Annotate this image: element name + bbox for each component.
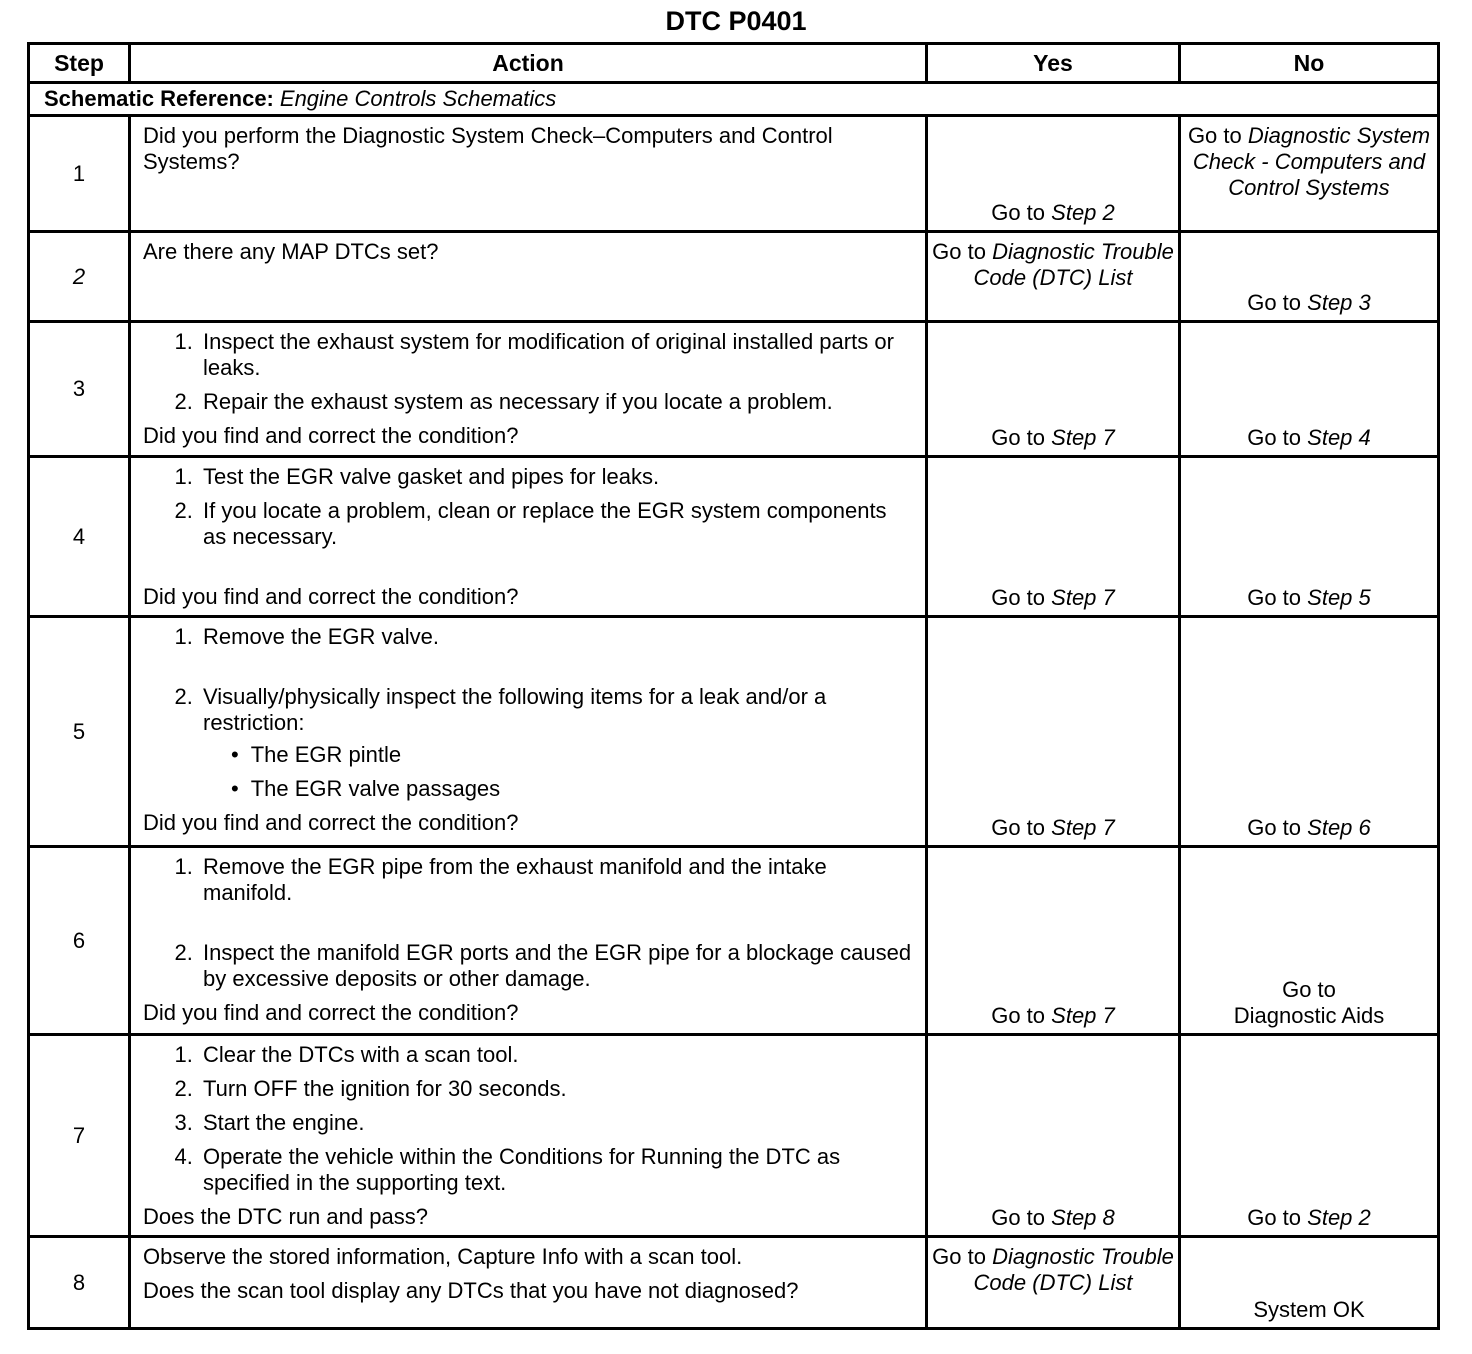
action-cell	[130, 847, 927, 1035]
yes-cell	[927, 322, 1180, 457]
yes-cell	[927, 1237, 1180, 1329]
yes-link[interactable]: Step 8	[1051, 1205, 1115, 1230]
page-title: DTC P0401	[665, 6, 807, 36]
col-header-action: Action	[130, 44, 927, 83]
yes-cell	[927, 232, 1180, 322]
action-cell	[130, 232, 927, 322]
yes-link[interactable]: Step 7	[1051, 585, 1115, 610]
question-text: Did you find and correct the condition?	[143, 423, 519, 448]
yes-prefix: Go to	[932, 239, 986, 264]
no-prefix: Go to	[1247, 815, 1302, 840]
action-cell	[130, 322, 927, 457]
table-row	[29, 116, 1439, 232]
no-cell	[1180, 116, 1439, 232]
yes-link[interactable]: Step 7	[1051, 1003, 1115, 1028]
action-list	[143, 1042, 915, 1196]
step-number: 7	[29, 1035, 130, 1237]
action-cell	[130, 1237, 927, 1329]
question-text: Did you perform the Diagnostic System Check–Computers and Control Systems?	[143, 123, 833, 174]
yes-prefix: Go to	[991, 1003, 1046, 1028]
schematic-reference-label: Schematic Reference:	[44, 86, 274, 111]
no-link[interactable]: Diagnostic System Check - Computers and Control Systems	[1192, 123, 1431, 200]
no-prefix: Go to	[1247, 585, 1302, 610]
no-link[interactable]: Step 2	[1307, 1205, 1371, 1230]
yes-cell	[927, 116, 1180, 232]
no-link[interactable]: Step 5	[1307, 585, 1371, 610]
yes-prefix: Go to	[991, 585, 1046, 610]
schematic-reference-row	[29, 83, 1439, 116]
schematic-reference	[29, 83, 1439, 116]
action-item: 1. Remove the EGR pipe from the exhaust manifold and the intake manifold.	[199, 854, 915, 906]
yes-prefix: Go to	[991, 425, 1046, 450]
yes-prefix: Go to	[991, 1205, 1046, 1230]
action-item: 1. Clear the DTCs with a scan tool.	[199, 1042, 915, 1068]
yes-link[interactable]: Step 2	[1051, 200, 1115, 225]
bullet-item: • The EGR valve passages	[227, 776, 915, 802]
no-prefix: Go to	[1247, 425, 1302, 450]
action-cell	[130, 1035, 927, 1237]
no-link[interactable]: Step 4	[1307, 425, 1371, 450]
question-text: Does the DTC run and pass?	[143, 1204, 428, 1229]
col-header-yes: Yes	[927, 44, 1180, 83]
table-row	[29, 1237, 1439, 1329]
col-header-step: Step	[29, 44, 130, 83]
table-row	[29, 617, 1439, 847]
no-prefix: Go to	[1187, 123, 1242, 148]
table-row	[29, 1035, 1439, 1237]
header-row	[29, 44, 1439, 83]
bullet-item: • The EGR pintle	[227, 742, 915, 768]
table-row	[29, 847, 1439, 1035]
yes-prefix: Go to	[991, 815, 1046, 840]
diagnostic-table	[27, 42, 1440, 1330]
action-cell	[130, 116, 927, 232]
table-row	[29, 232, 1439, 322]
step-number: 8	[29, 1237, 130, 1329]
step-number: 4	[29, 457, 130, 617]
yes-prefix: Go to	[932, 1244, 986, 1269]
action-item: 1. Inspect the exhaust system for modification of original installed parts or leaks.	[199, 329, 915, 381]
table-row	[29, 457, 1439, 617]
question-text: Are there any MAP DTCs set?	[143, 239, 439, 264]
bullet-list	[203, 742, 915, 802]
no-cell	[1180, 847, 1439, 1035]
step-number: 1	[29, 116, 130, 232]
no-link[interactable]: Step 6	[1307, 815, 1371, 840]
yes-link[interactable]: Step 7	[1051, 815, 1115, 840]
no-link[interactable]: Diagnostic Aids	[1233, 1003, 1385, 1028]
no-cell	[1180, 322, 1439, 457]
no-cell	[1180, 617, 1439, 847]
yes-link[interactable]: Diagnostic Trouble Code (DTC) List	[973, 1244, 1174, 1295]
step-number: 3	[29, 322, 130, 457]
action-item: 2. If you locate a problem, clean or replace the EGR system components as necessary.	[199, 498, 915, 550]
system-ok-text: System OK	[1253, 1297, 1365, 1322]
action-cell	[130, 457, 927, 617]
question-text: Did you find and correct the condition?	[143, 810, 519, 835]
action-item: 2. Turn OFF the ignition for 30 seconds.	[199, 1076, 915, 1102]
action-item: 2. Repair the exhaust system as necessary if you locate a problem.	[199, 389, 915, 415]
no-prefix: Go to	[1247, 290, 1302, 315]
question-text: Did you find and correct the condition?	[143, 584, 519, 609]
no-cell	[1180, 1237, 1439, 1329]
yes-cell	[927, 617, 1180, 847]
no-prefix: Go to	[1247, 1205, 1302, 1230]
action-item: 1. Remove the EGR valve.	[199, 624, 915, 650]
action-list	[143, 464, 915, 550]
no-cell	[1180, 457, 1439, 617]
action-list	[143, 329, 915, 415]
col-header-no: No	[1180, 44, 1439, 83]
question-text: Does the scan tool display any DTCs that you have not diagnosed?	[143, 1278, 799, 1303]
step-number: 5	[29, 617, 130, 847]
statement-text: Observe the stored information, Capture Info with a scan tool.	[143, 1244, 743, 1269]
yes-prefix: Go to	[991, 200, 1046, 225]
no-link[interactable]: Step 3	[1307, 290, 1371, 315]
action-list	[143, 624, 915, 802]
action-item: 2. Inspect the manifold EGR ports and the EGR pipe for a blockage caused by excessive deposits or other damage.	[199, 940, 915, 992]
action-list	[143, 854, 915, 992]
action-cell	[130, 617, 927, 847]
table-row	[29, 322, 1439, 457]
action-item	[199, 684, 915, 802]
step-number: 6	[29, 847, 130, 1035]
schematic-reference-link[interactable]: Engine Controls Schematics	[279, 86, 557, 111]
yes-cell	[927, 847, 1180, 1035]
action-item: 1. Test the EGR valve gasket and pipes for leaks.	[199, 464, 915, 490]
yes-link[interactable]: Step 7	[1051, 425, 1115, 450]
yes-cell	[927, 1035, 1180, 1237]
action-item: 3. Start the engine.	[199, 1110, 915, 1136]
action-item-text: Visually/physically inspect the following items for a leak and/or a restriction:	[203, 684, 827, 735]
question-text: Did you find and correct the condition?	[143, 1000, 519, 1025]
step-number: 2	[29, 232, 130, 322]
yes-link[interactable]: Diagnostic Trouble Code (DTC) List	[973, 239, 1174, 290]
yes-cell	[927, 457, 1180, 617]
no-cell	[1180, 1035, 1439, 1237]
no-prefix: Go to	[1282, 977, 1336, 1002]
action-item: 4. Operate the vehicle within the Conditions for Running the DTC as specified in the supporting text.	[199, 1144, 915, 1196]
no-cell	[1180, 232, 1439, 322]
